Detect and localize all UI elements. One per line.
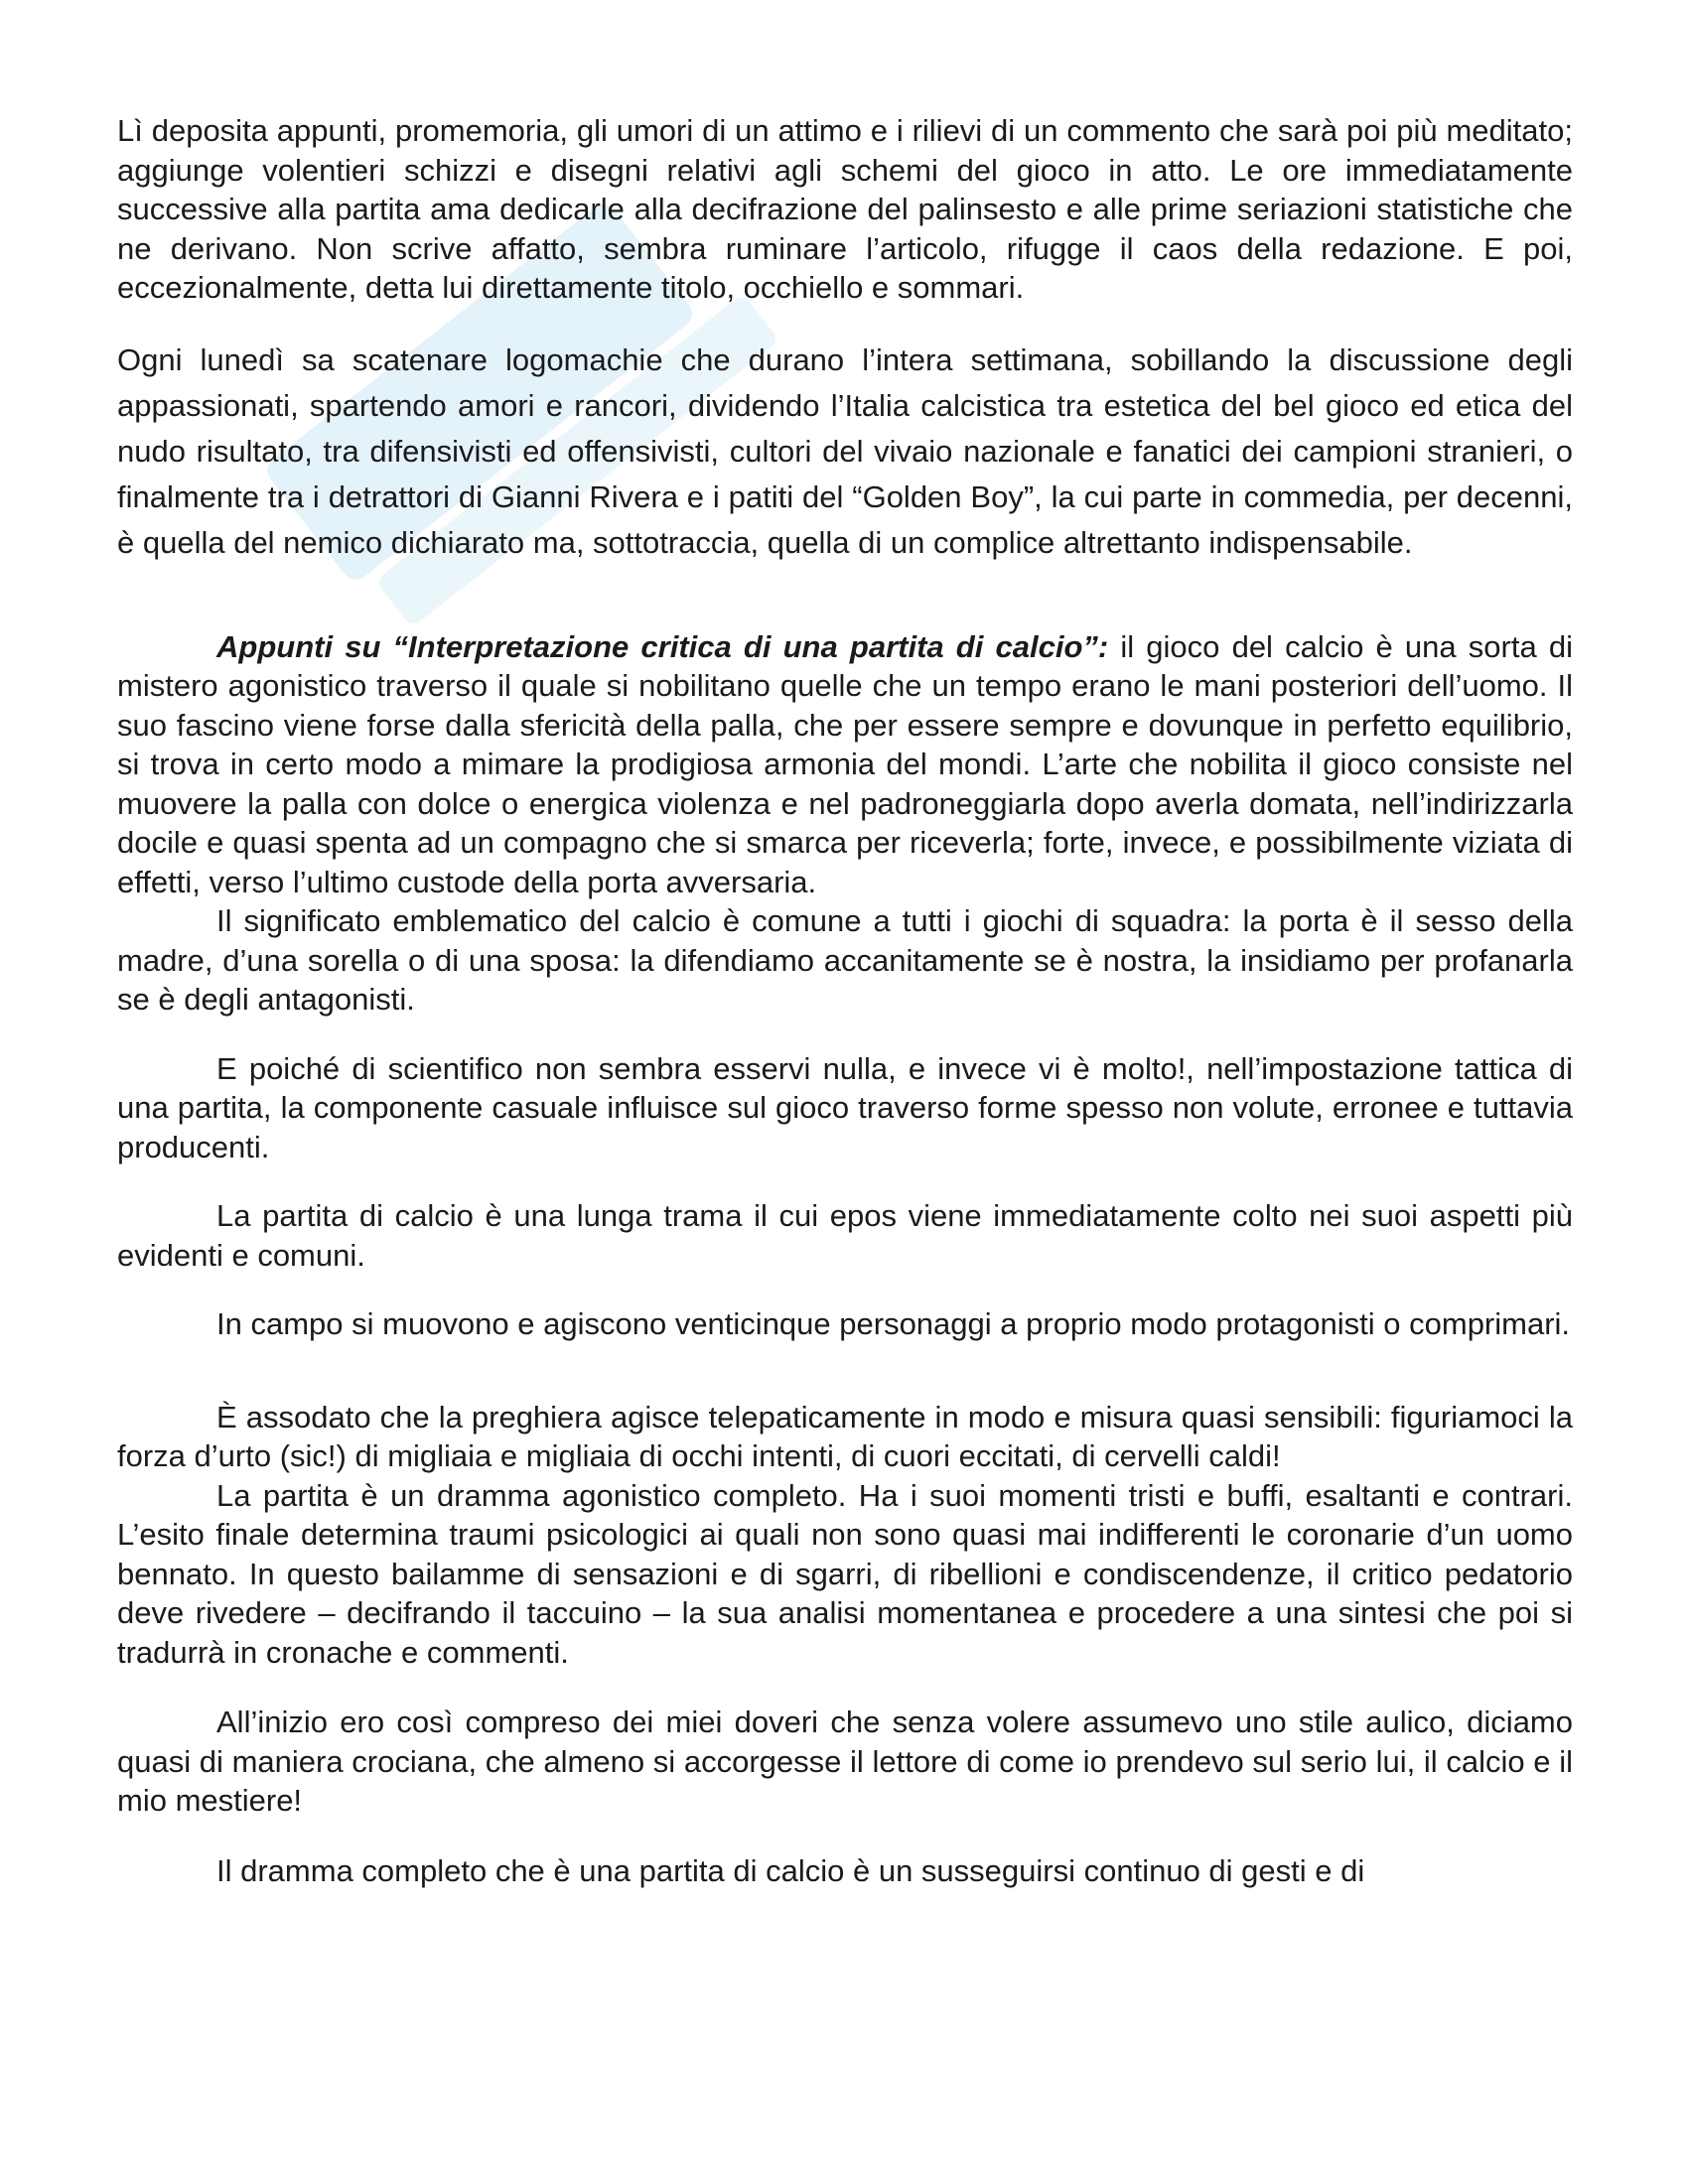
paragraph-appunti bbox=[117, 627, 1573, 902]
paragraph-scientifico: E poiché di scientifico non sembra esservi nulla, e invece vi è molto!, nell’impostazione tattica di una partita, la componente casuale influisce sul gioco traverso forme spesso non volute, erronee e tuttavia producenti. bbox=[117, 1050, 1573, 1164]
spacer bbox=[117, 1344, 1573, 1398]
paragraph-personaggi: In campo si muovono e agiscono venticinque personaggi a proprio modo protagonisti o comprimari. bbox=[216, 1306, 1571, 1341]
paragraph-trama: La partita di calcio è una lunga trama il cui epos viene immediatamente colto nei suoi aspetti più evidenti e comuni. bbox=[117, 1198, 1573, 1273]
paragraph-inizio: All’inizio ero così compreso dei miei doveri che senza volere assumevo uno stile aulico, diciamo quasi di maniera crociana, che almeno si accorgesse il lettore di come io prendevo sul serio lui, il calcio e il mio mestiere! bbox=[117, 1705, 1573, 1818]
appunti-heading: Appunti su “Interpretazione critica di una partita di calcio”: bbox=[216, 628, 1109, 664]
paragraph-preghiera: È assodato che la preghiera agisce telepaticamente in modo e misura quasi sensibili: figuriamoci la forza d’urto (sic!) di migliaia e migliaia di occhi intenti, di cuori eccitati, di cervelli caldi! bbox=[117, 1399, 1573, 1473]
paragraph-deposita: Lì deposita appunti, promemoria, gli umori di un attimo e i rilievi di un commento che sarà poi più meditato; aggiunge volentieri schizzi e disegni relativi agli schemi del gioco in atto. Le ore immediatamente successive alla partita ama dedicarle alla decifrazione del palinsesto e alle prime seriazioni statistiche che ne derivano. Non scrive affatto, sembra ruminare l’articolo, rifugge il caos della redazione. E poi, eccezionalmente, detta lui direttamente titolo, occhiello e sommari. bbox=[117, 113, 1573, 305]
paragraph-lunedi: Ogni lunedì sa scatenare logomachie che durano l’intera settimana, sobillando la discussione degli appassionati, spartendo amori e rancori, dividendo l’Italia calcistica tra estetica del bel gioco ed etica del nudo risultato, tra difensivisti ed offensivisti, cultori del vivaio nazionale e fanatici dei campioni stranieri, o finalmente tra i detrattori di Gianni Rivera e i patiti del “Golden Boy”, la cui parte in commedia, per decenni, è quella del nemico dichiarato ma, sottotraccia, quella di un complice altrettanto indispensabile. bbox=[117, 341, 1573, 560]
paragraph-dramma: La partita è un dramma agonistico completo. Ha i suoi momenti tristi e buffi, esaltanti e contrari. L’esito finale determina traumi psicologici ai quali non sono quasi mai indifferenti le coronarie d’un uomo bennato. In questo bailamme di sensazioni e di sgarri, di ribellioni e condiscendenze, il critico pedatorio deve rivedere – decifrando il taccuino – la sua analisi momentanea e procedere a una sintesi che poi si tradurrà in cronache e commenti. bbox=[117, 1477, 1573, 1670]
paragraph-significato: Il significato emblematico del calcio è comune a tutti i giochi di squadra: la porta è il sesso della madre, d’una sorella o di una sposa: la difendiamo accanitamente se è nostra, la insidiamo per profanarla se è degli antagonisti. bbox=[117, 903, 1573, 1017]
spacer bbox=[117, 566, 1573, 627]
paragraph-dramma-completo: Il dramma completo che è una partita di calcio è un susseguirsi continuo di gesti e di bbox=[216, 1852, 1365, 1888]
appunti-body: il gioco del calcio è una sorta di mistero agonistico traverso il quale si nobilitano quelle che un tempo erano le mani posteriori dell’uomo. Il suo fascino viene forse dalla sfericità della palla, che per essere sempre e dovunque in perfetto equilibrio, si trova in certo modo a mimare la prodigiosa armonia del mondi. L’arte che nobilita il gioco consiste nel muovere la palla con dolce o energica violenza e nel padroneggiarla dopo averla domata, nell’indirizzarla docile e quasi spenta ad un compagno che si smarca per riceverla; forte, invece, e possibilmente viziata di effetti, verso l’ultimo custode della porta avversaria. bbox=[117, 628, 1573, 899]
document-page bbox=[117, 111, 1573, 1890]
